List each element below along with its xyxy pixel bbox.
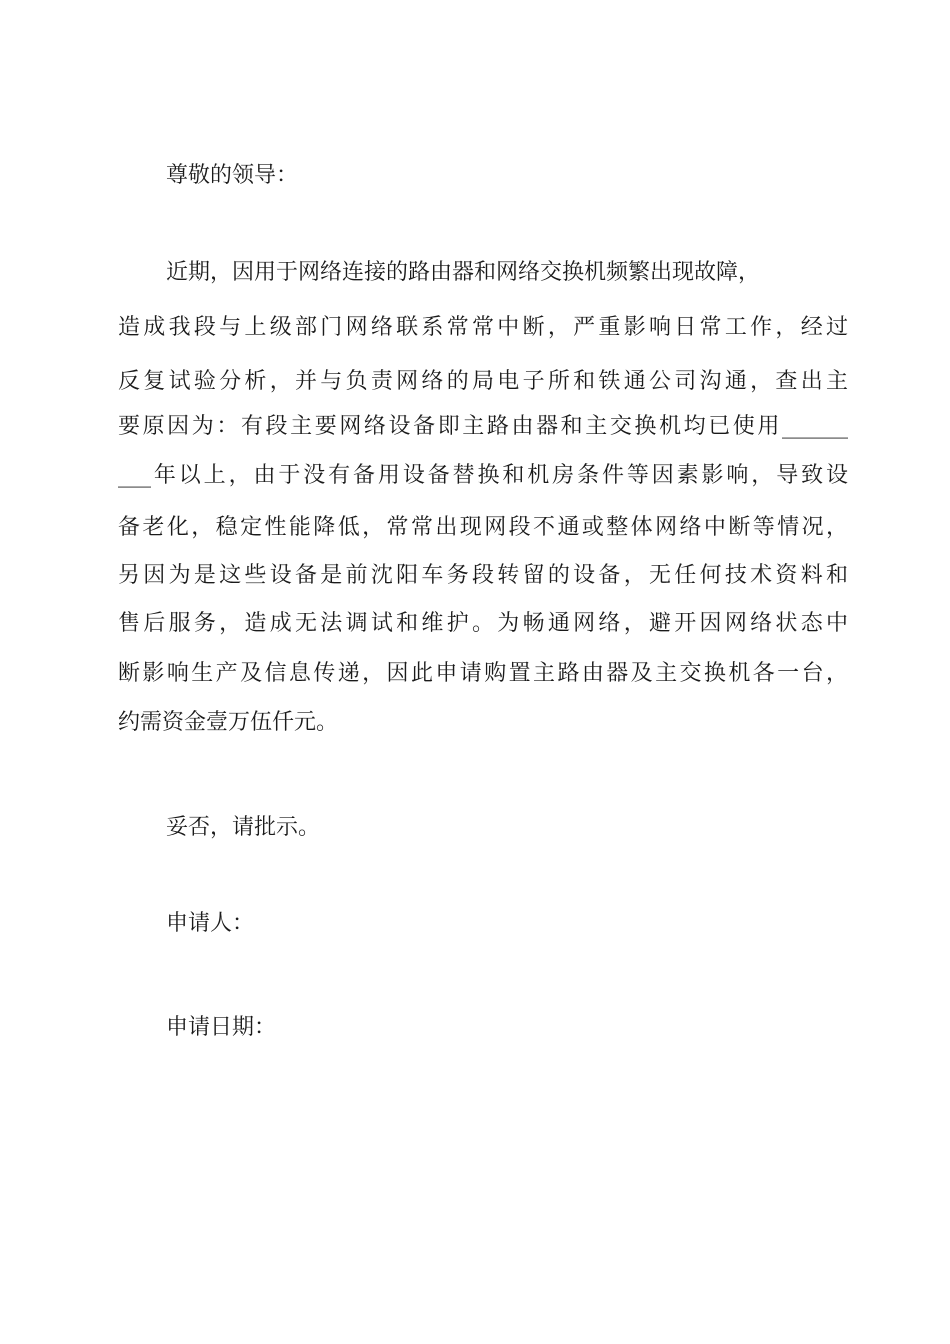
body-line: 备老化，稳定性能降低，常常出现网段不通或整体网络中断等情况， <box>118 515 848 540</box>
body-line: 造成我段与上级部门网络联系常常中断，严重影响日常工作，经过 <box>118 315 848 340</box>
salutation: 尊敬的领导： <box>166 163 299 188</box>
date-label: 申请日期： <box>166 1015 277 1040</box>
body-line: 近期，因用于网络连接的路由器和网络交换机频繁出现故障， <box>166 260 761 285</box>
body-line: 另因为是这些设备是前沈阳车务段转留的设备，无任何技术资料和 <box>118 563 848 588</box>
body-line: 售后服务，造成无法调试和维护。为畅通网络，避开因网络状态中 <box>118 611 848 636</box>
body-line: ___年以上，由于没有备用设备替换和机房条件等因素影响，导致设 <box>118 463 848 488</box>
closing-line: 妥否，请批示。 <box>166 815 321 840</box>
body-line: 反复试验分析，并与负责网络的局电子所和铁通公司沟通，查出主 <box>118 369 848 394</box>
body-line: 断影响生产及信息传递，因此申请购置主路由器及主交换机各一台， <box>118 661 848 686</box>
body-line: 要原因为：有段主要网络设备即主路由器和主交换机均已使用______ <box>118 414 848 439</box>
body-line: 约需资金壹万伍仟元。 <box>118 710 339 735</box>
applicant-label: 申请人： <box>166 911 255 936</box>
